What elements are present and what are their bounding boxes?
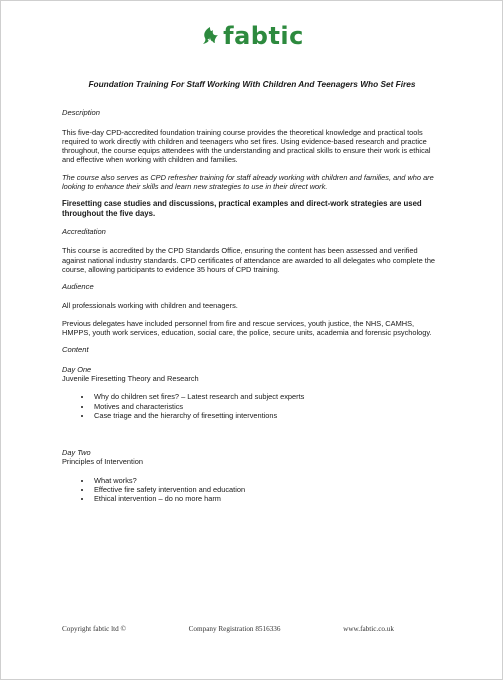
day-one-subtitle: Juvenile Firesetting Theory and Research [62, 373, 199, 383]
description-paragraph-2: The course also serves as CPD refresher training for staff already working with children and families, and who are looking to enhance their skills and learn new strategies to use in their direct work. [62, 172, 434, 192]
section-label-accreditation: Accreditation [62, 226, 106, 236]
day-two-block [62, 448, 442, 503]
section-label-audience: Audience [62, 282, 94, 292]
footer-website: www.fabtic.co.uk [343, 625, 394, 633]
list-item: • Effective fire safety intervention and education [92, 485, 442, 494]
audience-paragraph-2: Previous delegates have included personnel from fire and rescue services, youth justice, the NHS, CAMHS, HMPPS, youth work services, education, social care, the police, secure units, academia and forensic psychology. [62, 318, 432, 338]
document-body [62, 80, 442, 504]
day-two-list [62, 476, 442, 504]
day-one-list [62, 392, 442, 420]
document-title: Foundation Training For Staff Working With Children And Teenagers Who Set Fires [88, 79, 416, 89]
section-label-content: Content [62, 345, 89, 355]
list-item: • Ethical intervention – do no more harm [92, 494, 442, 503]
day-two-heading: Day Two [62, 448, 91, 458]
list-item: • Motives and characteristics [92, 402, 442, 411]
footer-registration: Company Registration 8516336 [188, 625, 281, 633]
brand-name: fabtic [223, 22, 304, 50]
brand-logo [0, 22, 503, 50]
list-item: • Case triage and the hierarchy of firesetting interventions [92, 411, 442, 420]
list-item: • What works? [92, 476, 442, 485]
day-one-heading: Day One [62, 364, 92, 374]
description-paragraph-3: Firesetting case studies and discussions, practical examples and direct-work strategies are used throughout the five days. [62, 199, 422, 219]
page-footer [62, 625, 394, 633]
accreditation-paragraph: This course is accredited by the CPD Standards Office, ensuring the content has been assessed and verified against national industry standards. CPD certificates of attendance are awarded to all delegates who complete the course, allowing participants to evidence 35 hours of CPD training. [62, 246, 436, 274]
section-label-description: Description [62, 108, 100, 118]
audience-paragraph-1: All professionals working with children and teenagers. [62, 301, 238, 311]
flame-leaf-icon [199, 25, 221, 47]
description-paragraph-1: This five-day CPD-accredited foundation training course provides the theoretical knowledge and practical tools required to work directly with children and teenagers who set fires. Using evidence-based research and practice throughout, the course equips attendees with the understanding and practical skills to ensure their work is ethical and effective when working with children and families. [62, 127, 431, 165]
day-two-subtitle: Principles of Intervention [62, 457, 143, 467]
footer-copyright: Copyright fabtic ltd © [62, 625, 126, 633]
list-item: • Why do children set fires? – Latest research and subject experts [92, 392, 442, 401]
day-one-block [62, 365, 442, 420]
